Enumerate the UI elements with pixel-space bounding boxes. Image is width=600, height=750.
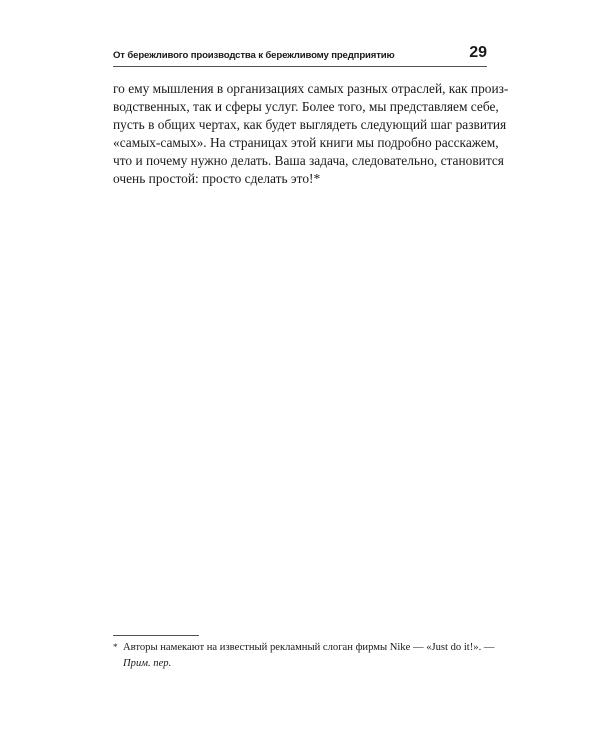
running-head bbox=[113, 46, 487, 66]
footnote-marker: * bbox=[113, 642, 118, 652]
header-divider bbox=[113, 66, 487, 67]
body-line: водственных, так и сферы услуг. Более того, мы представляем себе, bbox=[113, 99, 499, 114]
footnote-divider bbox=[113, 635, 199, 636]
body-line: «самых-самых». На страницах этой книги мы подробно расскажем, bbox=[113, 135, 499, 150]
body-line: что и почему нужно делать. Ваша задача, следовательно, становится bbox=[113, 153, 504, 168]
footnote-note: Прим. пер. bbox=[123, 658, 172, 669]
body-line: очень простой: просто сделать это!* bbox=[113, 171, 321, 186]
footnote bbox=[113, 640, 495, 672]
footnote-line bbox=[113, 640, 495, 656]
body-line: пусть в общих чертах, как будет выглядеть следующий шаг развития bbox=[113, 117, 507, 132]
page-number: 29 bbox=[469, 44, 487, 61]
body-paragraph bbox=[113, 80, 509, 188]
running-title: От бережливого производства к бережливому предприятию bbox=[113, 50, 395, 61]
footnote-text: Авторы намекают на известный рекламный слоган фирмы Nike — «Just do it!». — bbox=[123, 642, 495, 653]
body-line: го ему мышления в организациях самых разных отраслей, как произ- bbox=[113, 81, 509, 96]
